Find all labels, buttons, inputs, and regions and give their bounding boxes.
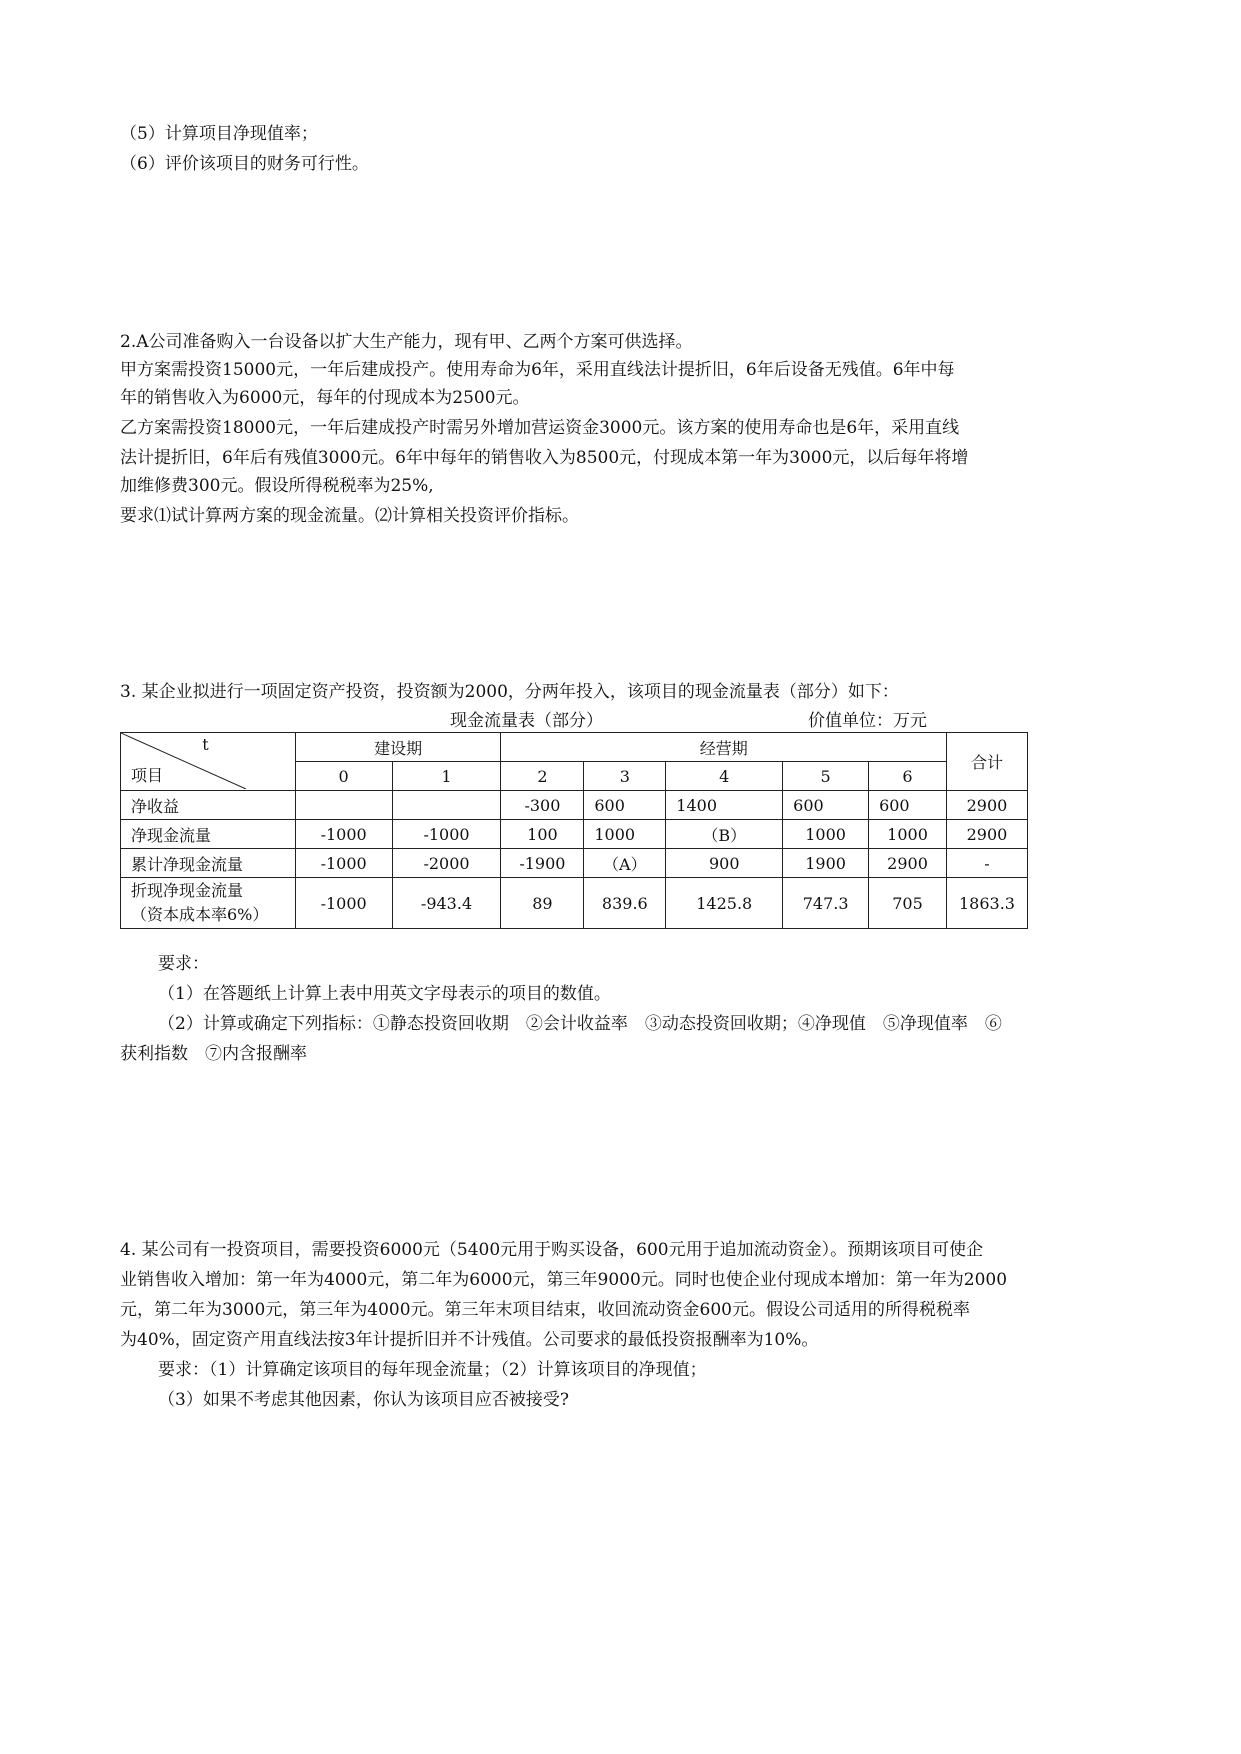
cell: -1000 [392, 820, 501, 849]
s4-line-4: 为40%，固定资产用直线法按3年计提折旧并不计残值。公司要求的最低投资报酬率为10%。 [120, 1330, 819, 1350]
cell: -1000 [295, 820, 392, 849]
table-unit: 价值单位：万元 [808, 711, 927, 731]
table-corner-cell [121, 733, 296, 791]
cell: 747.3 [783, 878, 869, 929]
cell: 1000 [869, 820, 947, 849]
s3-req-2: （2）计算或确定下列指标：①静态投资回收期 ②会计收益率 ③动态投资回收期；④净现值 ⑤净现值率 ⑥ [158, 1014, 1002, 1034]
cell: （B） [666, 820, 783, 849]
cell [392, 791, 501, 820]
year-0: 0 [295, 762, 392, 791]
year-6: 6 [869, 762, 947, 791]
cell [295, 791, 392, 820]
cell: 1900 [783, 849, 869, 878]
table-row [121, 820, 1028, 849]
s2-line-4: 乙方案需投资18000元，一年后建成投产时需另外增加营运资金3000元。该方案的使用寿命也是6年，采用直线 [120, 418, 960, 438]
cell: 600 [584, 791, 666, 820]
cell: 89 [501, 878, 584, 929]
corner-label-item: 项目 [131, 766, 164, 785]
cell: 1863.3 [946, 878, 1027, 929]
s4-req-b: （3）如果不考虑其他因素，你认为该项目应否被接受? [158, 1390, 569, 1410]
s3-intro: 3. 某企业拟进行一项固定资产投资，投资额为2000，分两年投入，该项目的现金流量表（部分）如下： [120, 682, 899, 702]
cell: 705 [869, 878, 947, 929]
year-2: 2 [501, 762, 584, 791]
row-label-line1: 折现净现金流量 [131, 881, 244, 900]
row-label [121, 878, 296, 929]
table-row [121, 849, 1028, 878]
cell: 2900 [946, 820, 1027, 849]
cell: 900 [666, 849, 783, 878]
s2-line-3: 年的销售收入为6000元，每年的付现成本为2500元。 [120, 388, 530, 408]
s2-line-6: 加维修费300元。假设所得税税率为25%, [120, 476, 434, 496]
cell: 600 [869, 791, 947, 820]
cell: 839.6 [584, 878, 666, 929]
cell: -1000 [295, 878, 392, 929]
cell: 2900 [869, 849, 947, 878]
row-label: 净现金流量 [121, 820, 296, 849]
s1-line-5: （5）计算项目净现值率； [120, 124, 318, 144]
year-1: 1 [392, 762, 501, 791]
header-construction: 建设期 [295, 733, 501, 762]
s2-line-5: 法计提折旧，6年后有残值3000元。6年中每年的销售收入为8500元，付现成本第一年为3000元，以后每年将增 [120, 448, 969, 468]
table-title: 现金流量表（部分） [450, 711, 603, 731]
s4-line-2: 业销售收入增加：第一年为4000元，第二年为6000元，第三年9000元。同时也使企业付现成本增加：第一年为2000 [120, 1270, 1008, 1290]
cell: -943.4 [392, 878, 501, 929]
s4-line-1: 4. 某公司有一投资项目，需要投资6000元（5400元用于购买设备，600元用于追加流动资金）。预期该项目可使企 [120, 1240, 984, 1260]
s2-line-1: 2.A公司准备购入一台设备以扩大生产能力，现有甲、乙两个方案可供选择。 [120, 332, 693, 352]
s2-line-7: 要求⑴试计算两方案的现金流量。⑵计算相关投资评价指标。 [120, 506, 579, 526]
cell: 100 [501, 820, 584, 849]
s3-req-2b: 获利指数 ⑦内含报酬率 [120, 1044, 307, 1064]
row-label: 累计净现金流量 [121, 849, 296, 878]
cash-flow-table [120, 732, 1028, 929]
s2-line-2: 甲方案需投资15000元，一年后建成投产。使用寿命为6年，采用直线法计提折旧，6年后设备无残值。6年中每 [120, 360, 955, 380]
year-3: 3 [584, 762, 666, 791]
cell: 1000 [783, 820, 869, 849]
row-label: 净收益 [121, 791, 296, 820]
cell: -2000 [392, 849, 501, 878]
cell: （A） [584, 849, 666, 878]
year-5: 5 [783, 762, 869, 791]
year-4: 4 [666, 762, 783, 791]
cell: -1900 [501, 849, 584, 878]
row-label-line2: （资本成本率6%） [131, 905, 269, 924]
header-total: 合计 [946, 733, 1027, 791]
cell: 1425.8 [666, 878, 783, 929]
cell: 600 [783, 791, 869, 820]
cell: 1000 [584, 820, 666, 849]
s1-line-6: （6）评价该项目的财务可行性。 [120, 154, 369, 174]
s3-req-1: （1）在答题纸上计算上表中用英文字母表示的项目的数值。 [158, 984, 611, 1004]
table-row [121, 791, 1028, 820]
cell: - [946, 849, 1027, 878]
s4-req-a: 要求：（1）计算确定该项目的每年现金流量；（2）计算该项目的净现值； [158, 1360, 707, 1380]
s3-req-title: 要求： [158, 954, 209, 974]
s4-line-3: 元，第二年为3000元，第三年为4000元。第三年末项目结束，收回流动资金600元。假设公司适用的所得税税率 [120, 1300, 970, 1320]
cell: -300 [501, 791, 584, 820]
table-row [121, 878, 1028, 929]
cell: -1000 [295, 849, 392, 878]
corner-label-t: t [202, 735, 209, 754]
header-operation: 经营期 [501, 733, 947, 762]
cell: 2900 [946, 791, 1027, 820]
cell: 1400 [666, 791, 783, 820]
